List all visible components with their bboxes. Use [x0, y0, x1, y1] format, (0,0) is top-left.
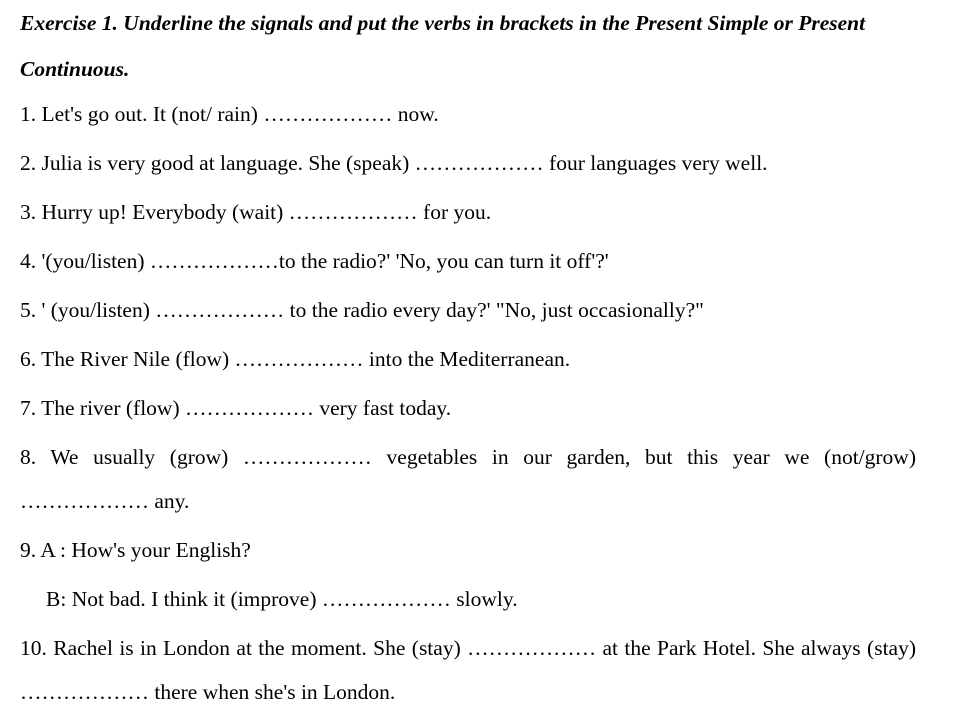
exercise-item-1: 1. Let's go out. It (not/ rain) ……………… now. [20, 102, 439, 126]
exercise-item-7: 7. The river (flow) ……………… very fast today. [20, 396, 452, 420]
exercise-item-3: 3. Hurry up! Everybody (wait) ……………… for you. [20, 200, 492, 224]
exercise-item-4: 4. '(you/listen) ………………to the radio?' 'No, you can turn it off'?' [20, 249, 609, 273]
exercise-item-9b: B: Not bad. I think it (improve) ……………… slowly. [46, 587, 518, 611]
exercise-title: Exercise 1. Underline the signals and put the verbs in brackets in the Present Simple or Present Continuous. [20, 11, 866, 81]
exercise-page [20, 0, 916, 719]
exercise-item-10: 10. Rachel is in London at the moment. She (stay) ……………… at the Park Hotel. She always (stay) ……………… there when she's in London. [20, 636, 916, 704]
exercise-item-8: 8. We usually (grow) ……………… vegetables in our garden, but this year we (not/grow) ……………… any. [20, 445, 916, 513]
exercise-item-6: 6. The River Nile (flow) ……………… into the Mediterranean. [20, 347, 571, 371]
exercise-item-5: 5. ' (you/listen) ……………… to the radio every day?' "No, just occasionally?" [20, 298, 704, 322]
exercise-item-9a: 9. A : How's your English? [20, 538, 251, 562]
exercise-item-2: 2. Julia is very good at language. She (speak) ……………… four languages very well. [20, 151, 768, 175]
